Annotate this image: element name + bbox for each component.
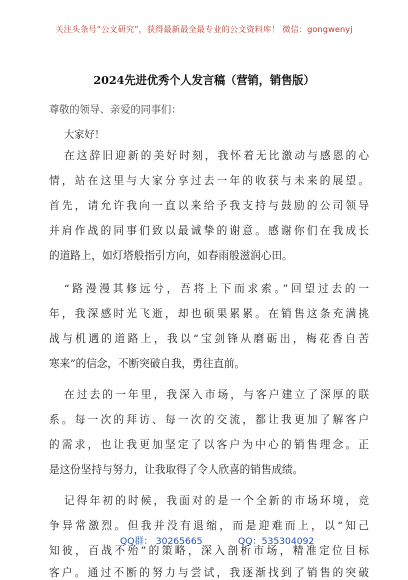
footer-qq: QQ：535304092 — [238, 536, 315, 547]
body-line: 记得年初的时候，我面对的是一个全新的市场环境，竞 — [64, 495, 369, 507]
body-line: 客户。通过不断的努力与尝试，我逐渐找到了销售的突破 — [49, 567, 369, 579]
header-banner: 关注头条号“公文研究”，获得最新最全最专业的公文资料库！ 微信：gongwenyj — [55, 24, 353, 34]
body-line: 寒来”的信念，不断突破自我，勇往直前。 — [49, 358, 246, 370]
body-line: 战与机遇的道路上，我以“宝剑锋从磨砺出，梅花香自苦 — [49, 333, 369, 345]
body-line: 情，站在这里与大家分享过去一年的收获与未来的展望。 — [49, 175, 369, 187]
body-line: 争异常激烈。但我并没有退缩，而是迎难而上，以“知己 — [49, 520, 369, 532]
body-line: 年，我深感时光飞逝，却也硕果累累。在销售这条充满挑 — [49, 308, 369, 320]
body-line: 的需求，也让我更加坚定了以客户为中心的销售理念。正 — [49, 439, 369, 451]
body-line: 在过去的一年里，我深入市场，与客户建立了深厚的联 — [64, 389, 369, 401]
document-title: 2024先进优秀个人发言稿（营销，销售版） — [93, 73, 315, 87]
greeting: 大家好！ — [64, 130, 105, 141]
body-line: 在这辞旧迎新的美好时刻，我怀着无比激动与感恩的心 — [64, 150, 369, 162]
body-line: 并肩作战的同事们致以最诚挚的谢意。感谢你们在我成长 — [49, 225, 369, 237]
body-line: “路漫漫其修远兮，吾将上下而求索。”回望过去的一 — [64, 283, 369, 295]
salutation: 尊敬的领导、亲爱的同事们： — [49, 105, 182, 116]
body-line: 知彼，百战不殆”的策略，深入剖析市场，精准定位目标 — [49, 545, 369, 557]
body-line: 首先，请允许我向一直以来给予我支持与鼓励的公司领导 — [49, 200, 369, 212]
body-line: 系。每一次的拜访、每一次的交流，都让我更加了解客户 — [49, 414, 369, 426]
footer-qq-group: QQ群： 30265665 — [120, 536, 203, 547]
body-line: 是这份坚持与努力，让我取得了令人欣喜的销售成绩。 — [49, 464, 304, 476]
body-line: 的道路上，如灯塔般指引方向，如春雨般滋润心田。 — [49, 250, 293, 262]
